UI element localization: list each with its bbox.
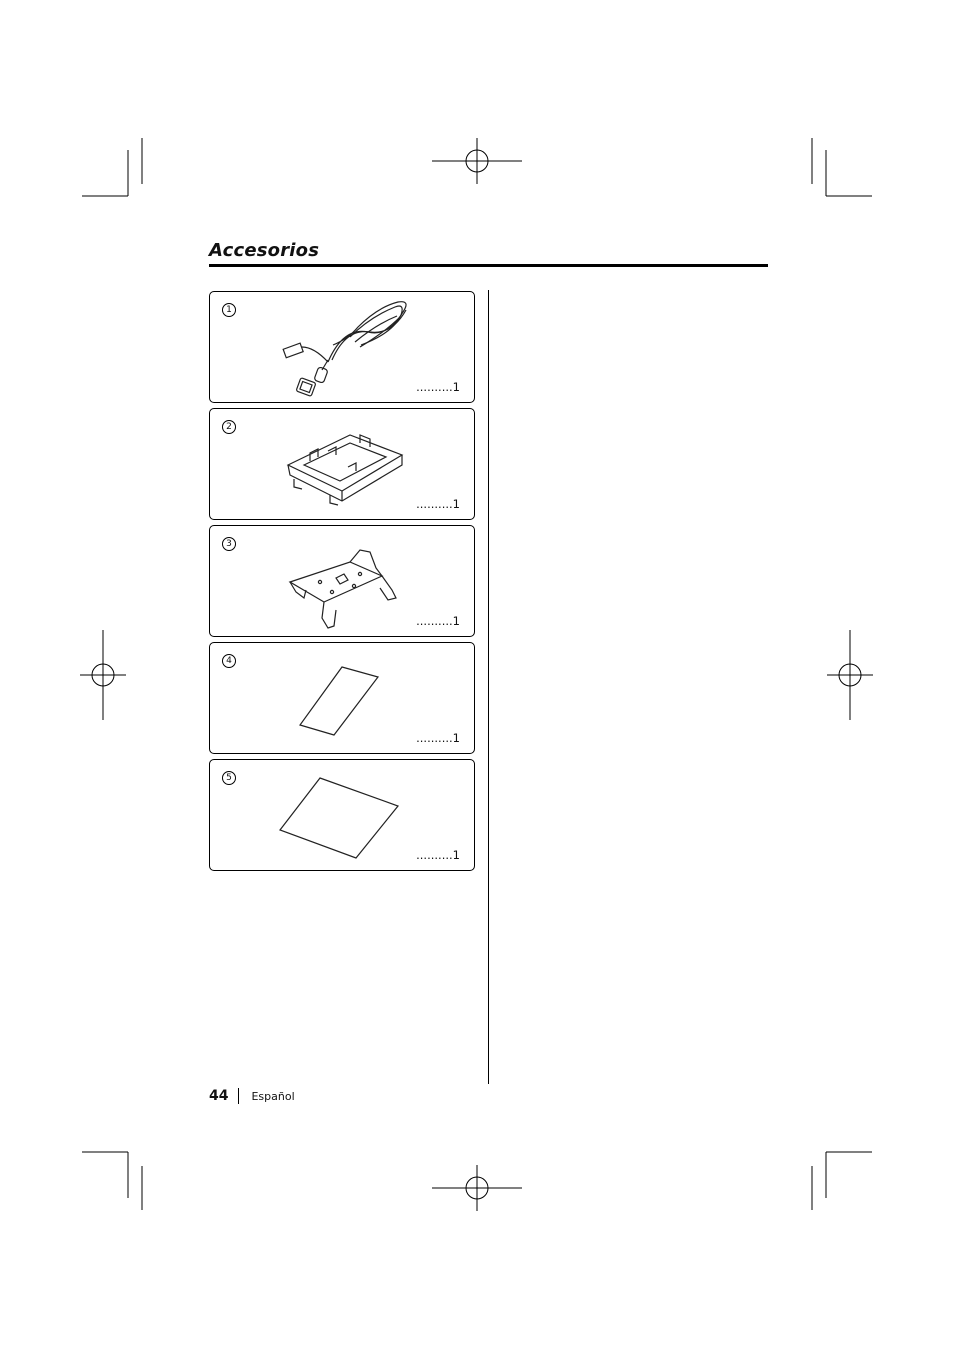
item-number: 3	[222, 537, 236, 551]
accessory-card-2	[209, 408, 475, 520]
page-title: Accesorios	[209, 240, 320, 261]
item-number: 4	[222, 654, 236, 668]
registration-mark-left	[80, 630, 126, 720]
accessory-card-5	[209, 759, 475, 871]
registration-mark-top	[432, 138, 522, 184]
footer-divider	[238, 1088, 239, 1104]
item-number: 5	[222, 771, 236, 785]
page-footer	[209, 1088, 295, 1104]
column-divider	[488, 290, 489, 1084]
item-number: 2	[222, 420, 236, 434]
page-number: 44	[209, 1088, 229, 1104]
registration-mark-right	[827, 630, 873, 720]
item-number: 1	[222, 303, 236, 317]
quantity-label: ..........1	[416, 731, 460, 745]
quantity-label: ..........1	[416, 497, 460, 511]
title-underline	[209, 264, 768, 267]
accessory-card-1	[209, 291, 475, 403]
accessory-card-4	[209, 642, 475, 754]
quantity-label: ..........1	[416, 848, 460, 862]
quantity-label: ..........1	[416, 380, 460, 394]
quantity-label: ..........1	[416, 614, 460, 628]
accessory-card-3	[209, 525, 475, 637]
registration-mark-bottom	[432, 1165, 522, 1211]
language-label: Español	[251, 1089, 295, 1103]
